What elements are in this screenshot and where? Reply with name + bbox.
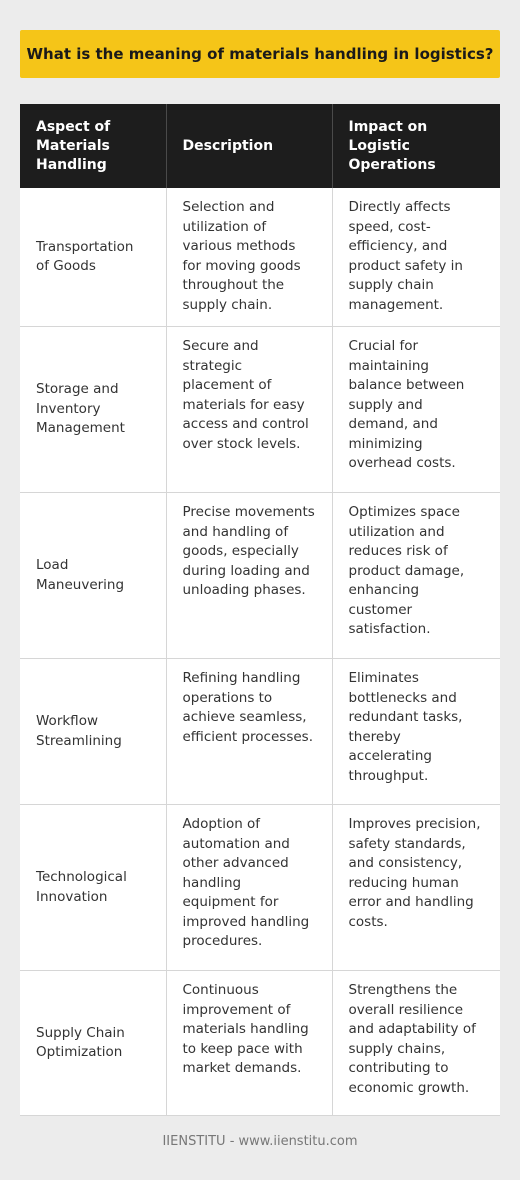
cell-aspect: Storage and Inventory Management [20, 327, 166, 493]
cell-description: Refining handling operations to achieve seamless, efficient processes. [166, 659, 332, 805]
table-row [20, 327, 500, 493]
materials-handling-table [20, 104, 500, 1116]
cell-impact: Improves precision, safety standards, and consistency, reducing human error and handling costs. [332, 805, 500, 971]
cell-aspect: Transportation of Goods [20, 188, 166, 327]
header-description: Description [166, 104, 332, 188]
table-row [20, 971, 500, 1116]
footer-credit: IIENSTITU - www.iienstitu.com [162, 1134, 358, 1149]
header-aspect: Aspect of Materials Handling [20, 104, 166, 188]
table-header-row [20, 104, 500, 188]
cell-aspect: Technological Innovation [20, 805, 166, 971]
title-banner [20, 30, 500, 78]
page-title: What is the meaning of materials handling in logistics? [26, 45, 494, 63]
cell-impact: Eliminates bottlenecks and redundant tasks, thereby accelerating throughput. [332, 659, 500, 805]
cell-aspect: Load Maneuvering [20, 493, 166, 659]
cell-description: Selection and utilization of various methods for moving goods throughout the supply chain. [166, 188, 332, 327]
cell-impact: Optimizes space utilization and reduces risk of product damage, enhancing customer satisfaction. [332, 493, 500, 659]
table-row [20, 659, 500, 805]
cell-aspect: Supply Chain Optimization [20, 971, 166, 1116]
header-impact: Impact on Logistic Operations [332, 104, 500, 188]
cell-impact: Strengthens the overall resilience and adaptability of supply chains, contributing to economic growth. [332, 971, 500, 1116]
cell-description: Continuous improvement of materials handling to keep pace with market demands. [166, 971, 332, 1116]
table-row [20, 188, 500, 327]
cell-impact: Crucial for maintaining balance between supply and demand, and minimizing overhead costs. [332, 327, 500, 493]
cell-description: Precise movements and handling of goods, especially during loading and unloading phases. [166, 493, 332, 659]
table-row [20, 493, 500, 659]
table-row [20, 805, 500, 971]
cell-description: Adoption of automation and other advanced handling equipment for improved handling procedures. [166, 805, 332, 971]
cell-description: Secure and strategic placement of materials for easy access and control over stock levels. [166, 327, 332, 493]
cell-aspect: Workflow Streamlining [20, 659, 166, 805]
cell-impact: Directly affects speed, cost-efficiency, and product safety in supply chain management. [332, 188, 500, 327]
